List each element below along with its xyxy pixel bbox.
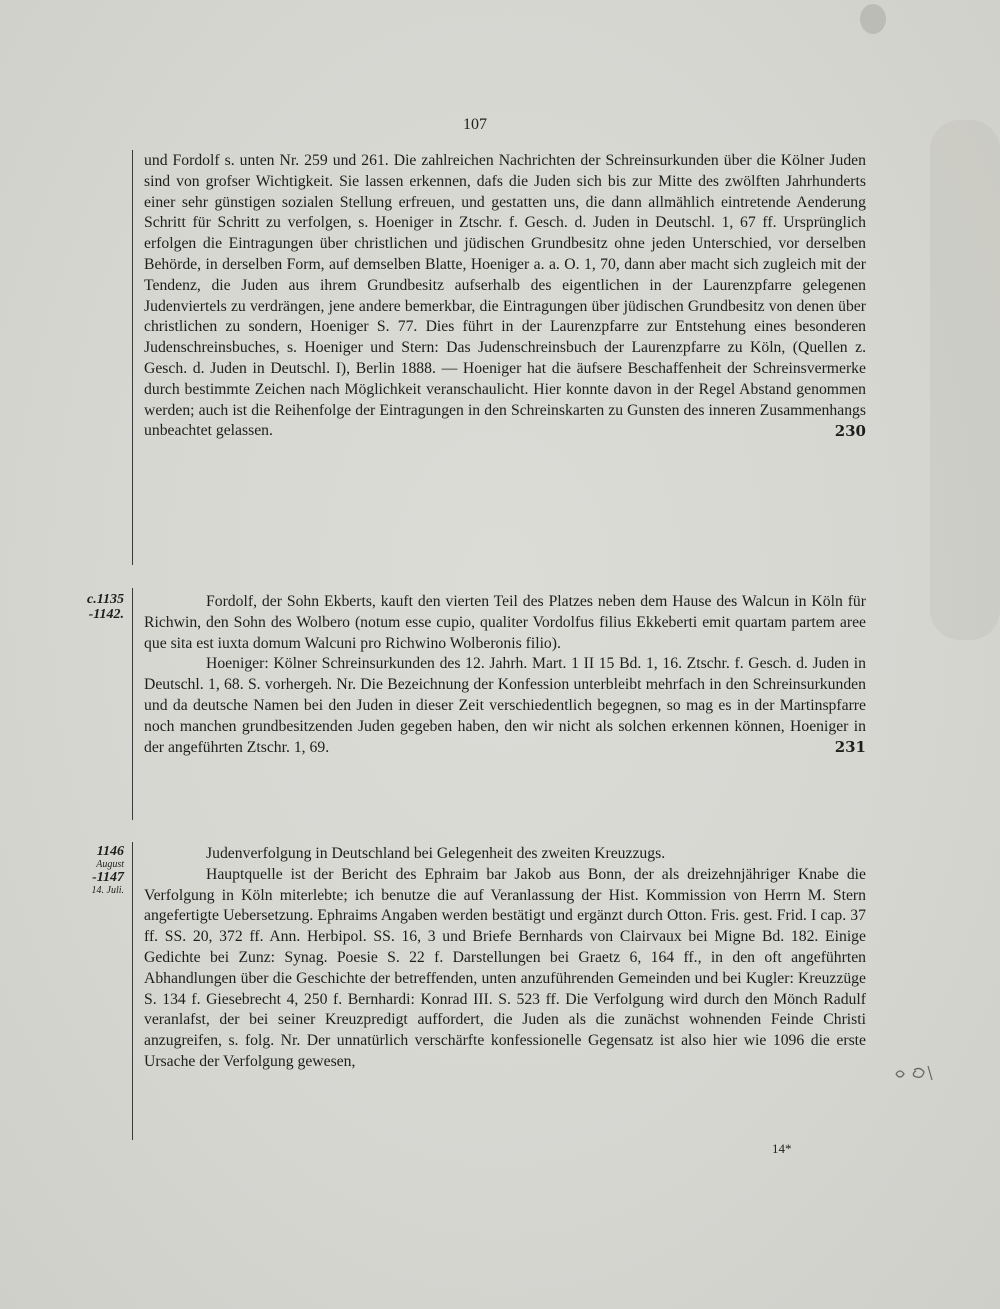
pencil-scribble	[888, 1060, 948, 1090]
entry-232	[144, 844, 866, 1073]
paper-stain	[930, 120, 1000, 640]
entry-number: 230	[834, 422, 866, 441]
entry-230-continuation	[144, 151, 866, 442]
date-end: -1142.	[88, 607, 124, 622]
date-start: 1146	[96, 844, 124, 859]
date-end: -1147	[92, 870, 124, 885]
page-number: 107	[463, 116, 487, 133]
date-start: c.1135	[87, 592, 124, 607]
margin-date	[72, 592, 124, 622]
paragraph: Hoeniger: Kölner Schreinsurkunden des 12. Jahrh. Mart. 1 II 15 Bd. 1, 16. Ztschr. f. Gesch. d. Juden in Deutschl. 1, 68. S. vorhergeh. Nr. Die Bezeichnung der Konfession unterbleibt mehrfach in den Schreinsurkunden und da deutsche Namen bei den Juden in dieser Zeit verschiedentlich begegnen, so mag es in der Martinspfarre noch manchen grundbesitzenden Juden gegeben haben, den wir nicht als solchen erkennen können, Hoeniger in der angeführten Ztschr. 1, 69.	[144, 655, 866, 756]
paragraph: und Fordolf s. unten Nr. 259 und 261. Die zahlreichen Nachrichten der Schreinsurkunden über die Kölner Juden sind von grofser Wichtigkeit. Sie lassen erkennen, dafs die Juden sich bis zur Mitte des zwölften Jahrhunderts einer sehr günstigen sozialen Stellung erfreuen, und gestatten uns, die dann allmählich eintretende Aenderung Schritt für Schritt zu verfolgen, s. Hoeniger in Ztschr. f. Gesch. d. Juden in Deutschl. 1, 67 ff. Ursprünglich erfolgen die Eintragungen über christlichen und jüdischen Grundbesitz ohne jeden Unterschied, vor derselben Behörde, in derselben Form, auf demselben Blatte, Hoeniger a. a. O. 1, 70, dann aber macht sich zugleich mit der Tendenz, die Juden aus ihrem Grundbesitz aufserhalb des eigentlichen in der Laurenzpfarre gelegenen Judenviertels zu verdrängen, jene andere bemerkbar, die Eintragungen über jüdischen Grundbesitz von denen über christlichen zu sondern, Hoeniger S. 77. Dies führt in der Laurenzpfarre zur Entstehung eines besonderen Judenschreinsbuches, s. Hoeniger und Stern: Das Judenschreinsbuch der Laurenzpfarre zu Köln, (Quellen z. Gesch. d. Juden in Deutschl. I), Berlin 1888. — Hoeniger hat die äufsere Beschaffenheit der Schreinsvermerke durch bestimmte Zeichen nach Möglichkeit veranschaulicht. Hier konnte davon in der Regel Abstand genommen werden; auch ist die Reihenfolge der Eintragungen in den Schreinskarten zu Gunsten des inneren Zusammenhangs unbeachtet gelassen.	[144, 152, 866, 440]
paragraph: Hauptquelle ist der Bericht des Ephraim bar Jakob aus Bonn, der als dreizehnjähriger Knabe die Verfolgung in Köln miterlebte; ich benutze die auf Veranlassung der Hist. Kommission von Herrn M. Stern angefertigte Uebersetzung. Ephraims Angaben werden bestätigt und ergänzt durch Otton. Fris. gest. Frid. I cap. 37 ff. SS. 20, 372 ff. Ann. Herbipol. SS. 16, 3 und Briefe Bernhards von Clairvaux bei Migne Bd. 182. Einige Gedichte bei Zunz: Synag. Poesie S. 22 f. Darstellungen bei Graetz 6, 164 ff., in den oft angeführten Abhandlungen über die Geschichte der betreffenden, unten anzuführenden Gemeinden und bei Kugler: Kreuzzüge S. 134 f. Giesebrecht 4, 250 f. Bernhardi: Konrad III. S. 523 ff. Die Verfolgung wird durch den Mönch Radulf veranlafst, der bei seiner Kreuzpredigt auffordert, die Juden als die zunächst wohnenden Feinde Christi anzugreifen, s. folg. Nr. Der unnatürlich verschärfte konfessionelle Gegensatz ist also hier wie 1096 die erste Ursache der Verfolgung gewesen,	[144, 865, 866, 1070]
margin-rule	[132, 588, 133, 820]
date-start-month: August	[96, 859, 124, 870]
margin-rule	[132, 150, 133, 565]
entry-231	[144, 592, 866, 758]
signature-mark: 14*	[772, 1141, 792, 1156]
margin-rule	[132, 842, 133, 1140]
paragraph: Judenverfolgung in Deutschland bei Gelegenheit des zweiten Kreuzzugs.	[206, 845, 666, 862]
margin-date	[72, 844, 124, 896]
date-end-day: 14. Juli.	[91, 885, 124, 896]
entry-number: 231	[834, 738, 866, 757]
paper-stain	[860, 4, 886, 34]
paragraph: Fordolf, der Sohn Ekberts, kauft den vierten Teil des Platzes neben dem Hause des Walcun in Köln für Richwin, den Sohn des Wolbero (notum esse cupio, qualiter Vordolfus filius Ekkeberti emit quartam partem aree que sita est iuxta domum Walcuni pro Richwino Wolberonis filio).	[144, 593, 866, 652]
